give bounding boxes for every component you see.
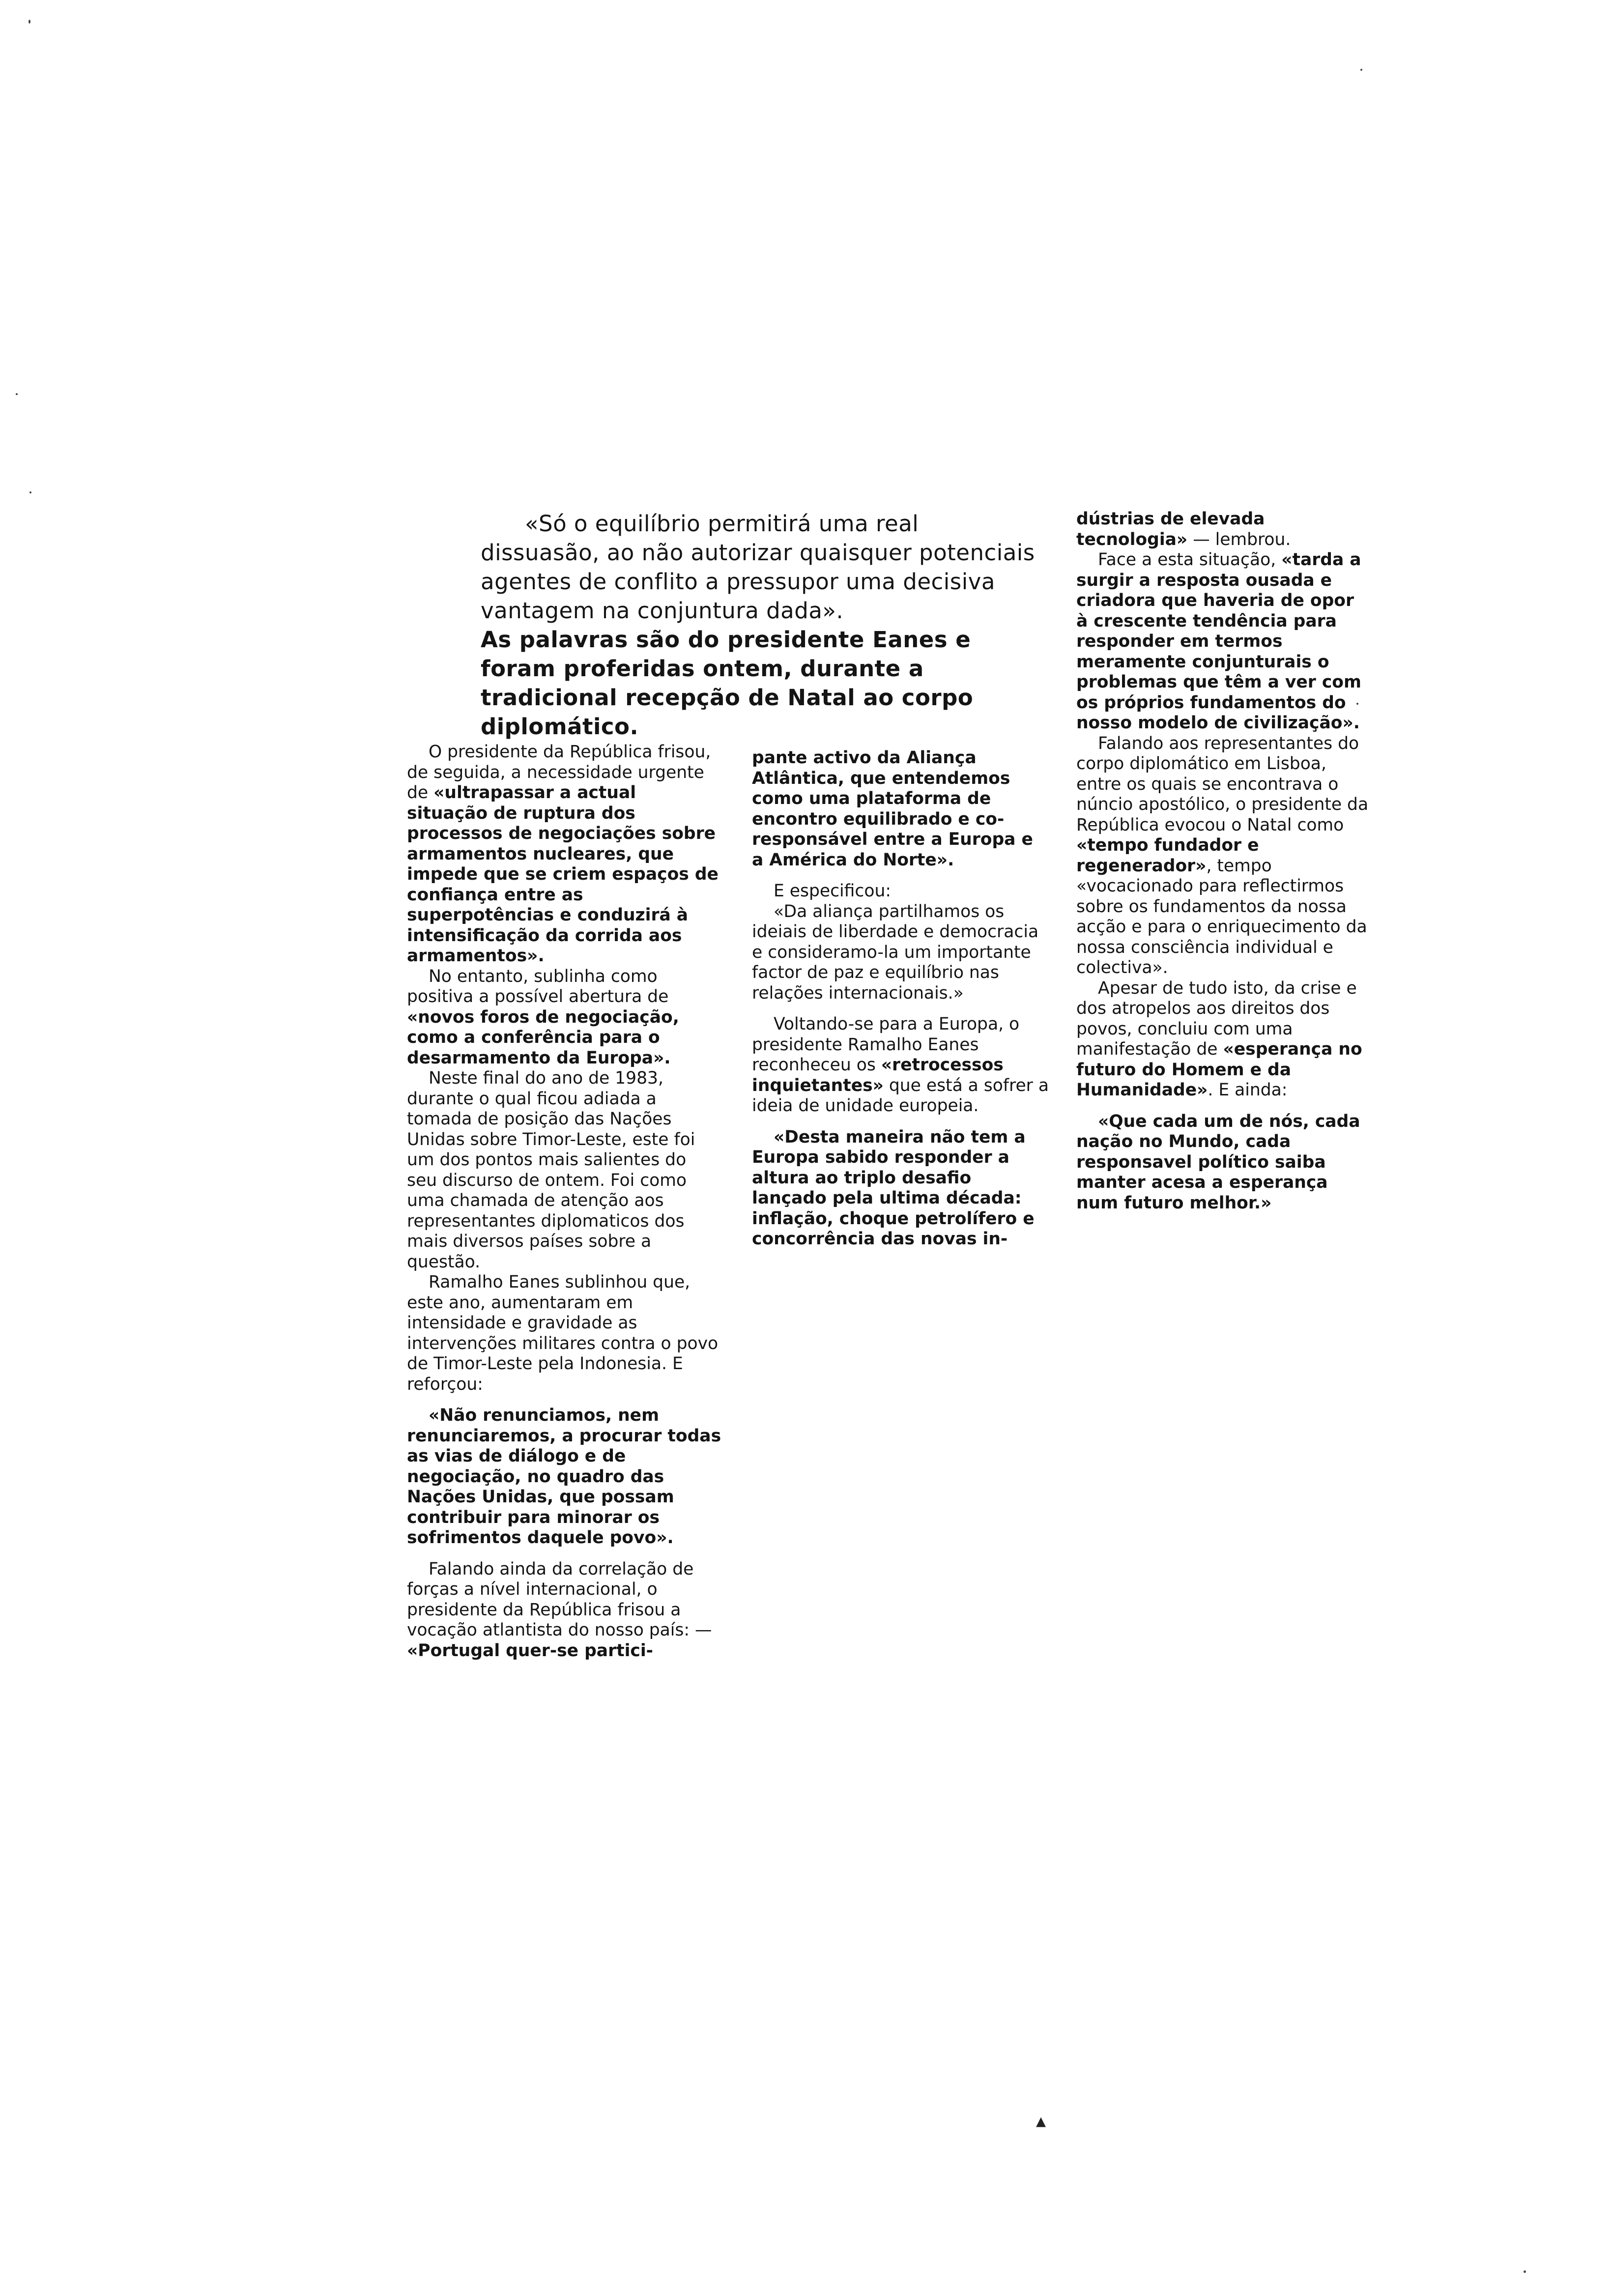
lead-quote: «Só o equilíbrio permitirá uma real dissuasão, ao não autorizar quaisquer potenciais agentes de conflito a pressupor uma decisiva vantagem na conjuntura dada». xyxy=(481,511,1035,624)
text-column-3 xyxy=(1076,509,1371,1213)
lead-attribution: As palavras são do presidente Eanes e foram proferidas ontem, durante a tradicional recepção de Natal ao corpo diplomático. xyxy=(481,627,974,740)
scan-speck xyxy=(16,393,18,395)
scan-speck xyxy=(1360,69,1362,71)
paragraph: Falando ainda da correlação de forças a nível internacional, o presidente da República frisou a vocação atlantista do nosso país: — «Portugal quer-se partici- xyxy=(407,1559,712,1661)
paragraph: No entanto, sublinha como positiva a possível abertura de «novos foros de negociação, como a conferência para o desarmamento da Europa». xyxy=(407,966,679,1068)
text-column-1 xyxy=(407,742,721,1661)
paragraph: dústrias de elevada tecnologia» — lembrou. xyxy=(1076,509,1291,549)
paragraph: Falando aos representantes do corpo diplomático em Lisboa, entre os quais se encontrava o núncio apostólico, o presidente da República evocou o Natal como «tempo fundador e regenerador», tempo «vocacionado para reflectirmos sobre os fundamentos da nossa acção e para o enriquecimento da nossa consciência individual e colectiva». xyxy=(1076,733,1369,977)
quote-paragraph: «Desta maneira não tem a Europa sabido responder a altura ao triplo desafio lançado pela ultima década: inflação, choque petrolífero e concorrência das novas in- xyxy=(752,1127,1035,1249)
paragraph: O presidente da República frisou, de seguida, a necessidade urgente de «ultrapassar a actual situação de ruptura dos processos de negociações sobre armamentos nucleares, que impede que se criem espaços de confiança entre as superpotências e conduzirá à intensificação da corrida aos armamentos». xyxy=(407,742,719,966)
quote-bold: «tarda a surgir a resposta ousada e criadora que haveria de opor à crescente tendência para responder em termos meramente conjunturais o problemas que têm a ver com os próprios fundamentos do nosso modelo de civilização». xyxy=(1076,550,1361,733)
quote-paragraph: «Não renunciamos, nem renunciaremos, a procurar todas as vias de diálogo e de negociação, no quadro das Nações Unidas, que possam contribuir para minorar os sofrimentos daquele povo». xyxy=(407,1406,721,1548)
paragraph: Voltando-se para a Europa, o presidente Ramalho Eanes reconheceu os «retrocessos inquietantes» que está a sofrer a ideia de unidade europeia. xyxy=(752,1014,1049,1116)
scan-speck xyxy=(29,20,30,24)
quote-bold: «Portugal quer-se partici- xyxy=(407,1640,653,1661)
paragraph: Ramalho Eanes sublinhou que, este ano, aumentaram em intensidade e gravidade as intervenções militares contra o povo de Timor-Leste pela Indonesia. E reforçou: xyxy=(407,1272,719,1394)
scan-speck xyxy=(1524,2270,1526,2273)
article-lead xyxy=(481,509,1036,741)
paragraph: pante activo da Aliança Atlântica, que entendemos como uma plataforma de encontro equilibrado e co-responsável entre a Europa e a América do Norte». xyxy=(752,748,1033,870)
quote-bold: «tempo fundador e regenerador» xyxy=(1076,835,1259,876)
quote-bold: dústrias de elevada tecnologia» xyxy=(1076,509,1265,549)
scan-mark-icon: ▲ xyxy=(1036,2114,1046,2129)
quote-bold: «esperança no futuro do Homem e da Humanidade» xyxy=(1076,1039,1362,1100)
quote-bold: «novos foros de negociação, como a conferência para o desarmamento da Europa». xyxy=(407,1007,679,1068)
quote-paragraph: «Da aliança partilhamos os ideiais de liberdade e democracia e consideramo-la um importante factor de paz e equilíbrio nas relações internacionais.» xyxy=(752,901,1039,1003)
scan-speck xyxy=(29,491,31,493)
paragraph: Apesar de tudo isto, da crise e dos atropelos aos direitos dos povos, concluiu com uma manifestação de «esperança no futuro do Homem e da Humanidade». E ainda: xyxy=(1076,978,1362,1100)
quote-paragraph: «Que cada um de nós, cada nação no Mundo, cada responsavel político saiba manter acesa a esperança num futuro melhor.» xyxy=(1076,1111,1360,1213)
paragraph: Face a esta situação, «tarda a surgir a resposta ousada e criadora que haveria de opor à crescente tendência para responder em termos meramente conjunturais o problemas que têm a ver com os próprios fundamentos do nosso modelo de civilização». xyxy=(1076,550,1361,733)
paragraph: E especificou: xyxy=(774,881,891,901)
quote-bold: «ultrapassar a actual situação de ruptura dos processos de negociações sobre armamentos nucleares, que impede que se criem espaços de confiança entre as superpotências e conduzirá à intensificação da corrida aos armamentos». xyxy=(407,783,719,966)
paragraph: Neste final do ano de 1983, durante o qual ficou adiada a tomada de posição das Nações Unidas sobre Timor-Leste, este foi um dos pontos mais salientes do seu discurso de ontem. Foi como uma chamada de atenção aos representantes diplomaticos dos mais diversos países sobre a questão. xyxy=(407,1068,695,1272)
quote-bold: «retrocessos inquietantes» xyxy=(752,1055,1004,1095)
text-column-2 xyxy=(752,748,1049,1250)
